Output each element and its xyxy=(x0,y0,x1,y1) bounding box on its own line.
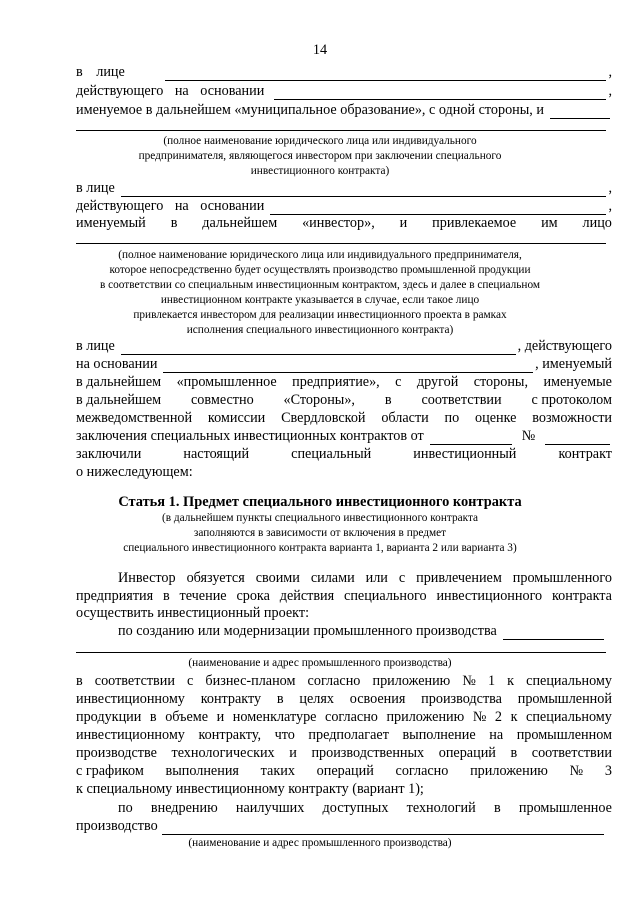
note-production-1: (наименование и адрес промышленного производства) xyxy=(188,657,452,669)
word: промышленного xyxy=(512,570,612,586)
word: комиссии xyxy=(207,410,266,426)
word: межведомственной xyxy=(76,410,193,426)
word: в дальнейшем xyxy=(76,374,162,390)
separator-line xyxy=(76,243,606,244)
word: внедрению xyxy=(150,800,218,816)
word: лицо xyxy=(582,215,612,231)
body-line-4 xyxy=(76,727,612,744)
word: что xyxy=(274,727,295,743)
word: заключили xyxy=(76,446,142,462)
word: в xyxy=(493,800,501,816)
article-note-1: (в дальнейшем пункты специального инвестиционного контракта xyxy=(161,512,479,524)
word: совместно xyxy=(191,392,254,408)
word: возможности xyxy=(532,410,612,426)
line-prefix: в лице xyxy=(76,338,115,354)
word: стороны, xyxy=(473,374,528,390)
body-line-3 xyxy=(76,709,612,726)
word: в xyxy=(76,673,83,689)
word: предприятия xyxy=(76,588,154,604)
word: бизнес-планом xyxy=(205,673,296,689)
word: оценке xyxy=(475,410,517,426)
word: «Стороны», xyxy=(283,392,355,408)
enterprise-line xyxy=(76,374,612,391)
word: 1 xyxy=(487,673,496,689)
basis-line-1 xyxy=(76,83,612,100)
word: именуемые xyxy=(543,374,612,390)
blank-field[interactable] xyxy=(163,359,533,373)
word: действия xyxy=(279,588,335,604)
word: в дальнейшем xyxy=(76,392,162,408)
word: дальнейшем xyxy=(202,215,278,231)
word: течение xyxy=(179,588,227,604)
word: к xyxy=(507,673,515,689)
word: обязуется xyxy=(186,570,245,586)
protocol-date-field[interactable] xyxy=(430,431,512,445)
word: инвестиционный xyxy=(413,446,517,462)
line-suffix: , именуемый xyxy=(535,356,612,372)
word: в xyxy=(162,588,170,604)
word: на xyxy=(489,727,504,743)
word: № xyxy=(462,673,476,689)
line-end: , xyxy=(608,180,612,196)
blank-field[interactable] xyxy=(270,201,606,215)
word: привлекаемое xyxy=(432,215,517,231)
word: и xyxy=(399,215,408,231)
word: выполнение xyxy=(402,727,476,743)
para3-text: производство xyxy=(76,818,158,834)
separator-line xyxy=(76,130,606,131)
word: соответствии xyxy=(421,392,502,408)
word: специальный xyxy=(291,446,372,462)
note-enterprise-2: которое непосредственно будет осуществлять производство промышленной продукции xyxy=(109,264,531,276)
word: объеме xyxy=(165,709,209,725)
word: производственных xyxy=(311,745,425,761)
body-line-5 xyxy=(76,745,612,762)
line-end: , xyxy=(608,198,612,214)
word: по xyxy=(118,800,133,816)
body-line-1 xyxy=(76,673,612,690)
word: № xyxy=(569,763,584,779)
word: им xyxy=(541,215,558,231)
word: другой xyxy=(416,374,459,390)
word: доступных xyxy=(322,800,389,816)
word: промышленном xyxy=(516,727,612,743)
line-prefix: действующего на основании xyxy=(76,83,265,99)
protocol-text: заключения специальных инвестиционных контрактов от xyxy=(76,428,424,444)
protocol-number-field[interactable] xyxy=(545,431,610,445)
production-name-field[interactable] xyxy=(503,626,604,640)
article-note-2: заполняются в зависимости от включения в предмет xyxy=(193,527,447,539)
blank-field[interactable] xyxy=(121,341,516,355)
word: контракт xyxy=(558,446,612,462)
word: технологий xyxy=(406,800,476,816)
word: инвестиционному xyxy=(76,691,185,707)
rep-person-line-2 xyxy=(76,180,612,197)
note-investor-1: (полное наименование юридического лица или индивидуального xyxy=(163,135,477,147)
word: согласно xyxy=(325,709,378,725)
word: промышленное xyxy=(518,800,612,816)
word: выполнения xyxy=(165,763,239,779)
para1-line-2 xyxy=(76,588,612,605)
parties-line xyxy=(76,392,612,409)
word: или xyxy=(365,570,388,586)
word: в xyxy=(276,691,284,707)
word: с xyxy=(187,673,194,689)
word: контракту xyxy=(200,691,262,707)
word: соответствии xyxy=(94,673,175,689)
separator-line xyxy=(76,652,606,653)
line-prefix: действующего на основании xyxy=(76,198,265,214)
word: № xyxy=(472,709,487,725)
word: предполагает xyxy=(308,727,389,743)
word: производства xyxy=(421,691,502,707)
word: 3 xyxy=(604,763,612,779)
para1-line-3: осуществить инвестиционный проект: xyxy=(76,605,310,621)
line-end: , xyxy=(608,83,612,99)
word: контракта xyxy=(551,588,612,604)
word: таких xyxy=(260,763,295,779)
word: «промышленное xyxy=(176,374,277,390)
word: согласно xyxy=(307,673,361,689)
word: наилучших xyxy=(235,800,305,816)
word: продукции xyxy=(76,709,142,725)
word: Инвестор xyxy=(118,570,176,586)
note-enterprise-4: инвестиционном контракте указывается в случае, если такое лицо xyxy=(160,294,480,306)
word: производстве xyxy=(76,745,157,761)
word: соответствии xyxy=(531,745,612,761)
word: технологических xyxy=(171,745,275,761)
municipal-line xyxy=(76,102,612,119)
word: силами xyxy=(310,570,355,586)
word: контракту, xyxy=(198,727,262,743)
line-prefix: на основании xyxy=(76,356,158,372)
word: предприятие», xyxy=(292,374,380,390)
word: 2 xyxy=(494,709,503,725)
body-line-7: к специальному инвестиционному контракту (вариант 1); xyxy=(76,781,424,797)
page-number: 14 xyxy=(312,42,328,58)
production-name-field[interactable] xyxy=(162,821,604,835)
word: приложению xyxy=(470,763,548,779)
municipal-text: именуемое в дальнейшем «муниципальное образование», с одной стороны, и xyxy=(76,102,544,118)
blank-field[interactable] xyxy=(165,67,607,81)
commission-line xyxy=(76,410,612,427)
word: номенклатуре xyxy=(232,709,317,725)
word: в xyxy=(384,392,392,408)
note-enterprise-1: (полное наименование юридического лица или индивидуального предпринимателя, xyxy=(118,249,522,261)
word: настоящий xyxy=(183,446,250,462)
word: срока xyxy=(236,588,270,604)
word: в xyxy=(170,215,178,231)
word: «инвестор», xyxy=(302,215,375,231)
word: специальному xyxy=(526,709,612,725)
concluded-line xyxy=(76,446,612,463)
word: и xyxy=(289,745,297,761)
word: по xyxy=(444,410,460,426)
word: именуемый xyxy=(76,215,146,231)
para3-line-2 xyxy=(76,818,606,835)
word: операций xyxy=(438,745,496,761)
word: к xyxy=(510,709,518,725)
para2-text: по созданию или модернизации промышленного производства xyxy=(118,623,497,639)
following-line: о нижеследующем: xyxy=(76,464,193,480)
basis-line-3 xyxy=(76,356,612,373)
note-enterprise-3: в соответствии со специальным инвестиционным контрактом, здесь и далее в специальном xyxy=(99,279,541,291)
basis-line-2 xyxy=(76,198,612,215)
blank-field[interactable] xyxy=(121,183,607,197)
investor-line xyxy=(76,215,612,232)
para3-line-1 xyxy=(118,800,612,817)
line-suffix: , действующего xyxy=(517,338,612,354)
rep-person-line-1 xyxy=(76,64,612,81)
rep-person-line-3 xyxy=(76,338,612,355)
line-end: , xyxy=(608,64,612,80)
word: и xyxy=(216,709,225,725)
article-title: Статья 1. Предмет специального инвестиционного контракта xyxy=(118,494,522,510)
blank-field[interactable] xyxy=(274,86,606,100)
word: целях xyxy=(299,691,334,707)
word: с графиком xyxy=(76,763,144,779)
line-prefix: в лице xyxy=(76,180,115,196)
word: приложению xyxy=(386,709,465,725)
note-production-2: (наименование и адрес промышленного производства) xyxy=(188,837,452,849)
word: с xyxy=(395,374,402,390)
word: специальному xyxy=(526,673,612,689)
note-enterprise-5: привлекается инвестором для реализации инвестиционного проекта в рамках xyxy=(133,309,507,321)
note-investor-2: предпринимателя, являющегося инвестором при заключении специального xyxy=(138,150,502,162)
word: области xyxy=(381,410,429,426)
note-investor-3: инвестиционного контракта) xyxy=(250,165,390,177)
word: согласно xyxy=(395,763,449,779)
word: привлечением xyxy=(416,570,502,586)
blank-field[interactable] xyxy=(550,105,610,119)
line-prefix: в лице xyxy=(76,64,125,80)
word: с протоколом xyxy=(531,392,612,408)
word: специального xyxy=(344,588,427,604)
word: промышленной xyxy=(517,691,612,707)
word: в xyxy=(510,745,518,761)
number-sign: № xyxy=(521,428,536,444)
word: инвестиционному xyxy=(76,727,185,743)
word: с xyxy=(398,570,406,586)
word: приложению xyxy=(372,673,451,689)
word: своими xyxy=(255,570,300,586)
word: в xyxy=(149,709,157,725)
word: операций xyxy=(316,763,374,779)
word: инвестиционного xyxy=(436,588,543,604)
word: Свердловской xyxy=(281,410,366,426)
protocol-line xyxy=(76,428,612,445)
note-enterprise-6: исполнения специального инвестиционного контракта) xyxy=(186,324,454,336)
para1-line-1 xyxy=(118,570,612,587)
article-note-3: специального инвестиционного контракта варианта 1, варианта 2 или варианта 3) xyxy=(123,542,517,554)
para2-line xyxy=(118,623,606,640)
body-line-6 xyxy=(76,763,612,780)
body-line-2 xyxy=(76,691,612,708)
word: освоения xyxy=(349,691,406,707)
